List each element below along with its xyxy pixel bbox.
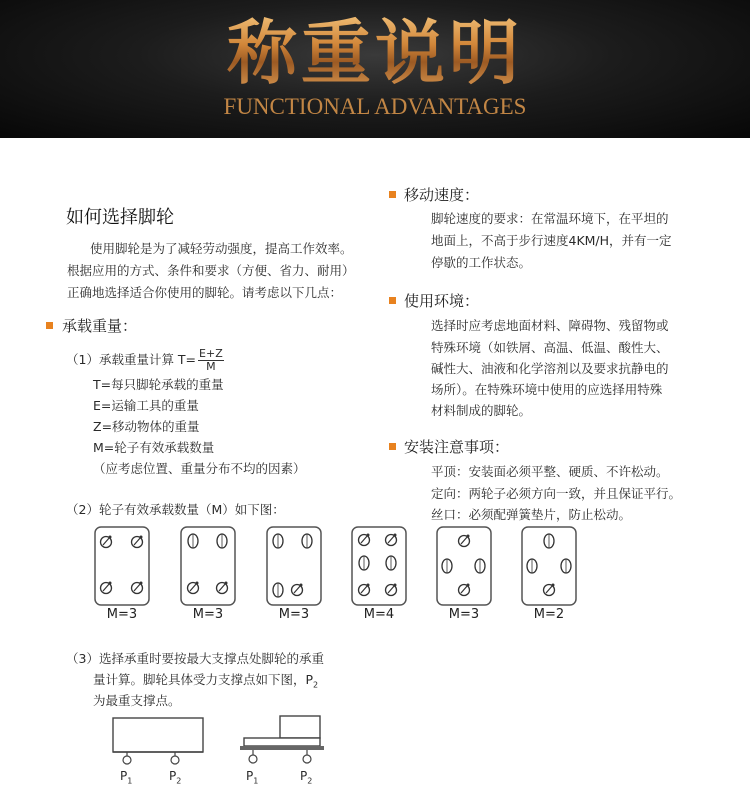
cart-1-wheel-icon — [123, 752, 131, 764]
install-heading: 安装注意事项： — [404, 438, 510, 456]
def-note: （应考虑位置、重量分布不均的因素） — [93, 461, 306, 476]
bullet-icon — [389, 191, 396, 198]
p-letter: P — [300, 769, 308, 783]
env-line-3: 碱性大、油液和化学溶剂以及要求抗静电的 — [431, 361, 669, 376]
cart-2-base — [240, 746, 324, 750]
cart-1-body — [113, 718, 203, 752]
p-subscript: 2 — [176, 776, 182, 786]
cart-1-wheel-icon — [171, 752, 179, 764]
cart-2-deck — [244, 738, 320, 746]
section-title: 如何选择脚轮 — [66, 207, 174, 228]
step3-line-3: 为最重支撑点。 — [93, 693, 181, 708]
p2-label-b — [300, 768, 312, 788]
plate-3 — [267, 527, 321, 605]
def-e: E=运输工具的重量 — [93, 398, 199, 413]
step3-line-2 — [93, 672, 318, 694]
def-m: M=轮子有效承载数量 — [93, 440, 215, 455]
p-letter: P — [120, 769, 128, 783]
cart-2-wheel-icon — [249, 750, 257, 763]
m-label-2: M=3 — [192, 607, 224, 622]
formula-denominator: M — [206, 360, 216, 373]
install-line-2: 定向：两轮子必须方向一致，并且保证平行。 — [431, 486, 682, 501]
cart-2-wheel-icon — [303, 750, 311, 763]
install-line-3: 丝口：必须配弹簧垫片，防止松动。 — [431, 507, 632, 522]
p1-label-a — [120, 768, 132, 788]
p1-label-b — [246, 768, 258, 788]
step3-line-2-text: 量计算。脚轮具体受力支撑点如下图，P — [93, 672, 314, 687]
env-line-4: 场所）。在特殊环境中使用的应选择用特殊 — [431, 382, 663, 397]
step3-line-1: （3）选择承重时要按最大支撑点处脚轮的承重 — [66, 651, 324, 666]
speed-line-3: 停歇的工作状态。 — [431, 255, 532, 270]
m-label-3: M=3 — [278, 607, 310, 622]
step2-text: （2）轮子有效承载数量（M）如下图： — [66, 502, 285, 517]
env-line-5: 材料制成的脚轮。 — [431, 403, 532, 418]
speed-line-2: 地面上，不高于步行速度4KM/H，并有一定 — [431, 233, 672, 248]
env-heading: 使用环境： — [404, 292, 480, 310]
load-heading: 承载重量： — [62, 317, 138, 335]
p-subscript: 1 — [127, 776, 133, 786]
intro-line-1: 使用脚轮是为了减轻劳动强度，提高工作效率。 — [90, 241, 353, 256]
intro-line-2: 根据应用的方式、条件和要求（方便、省力、耐用） — [67, 263, 355, 278]
step3-sub: 2 — [313, 680, 319, 690]
p2-label-a — [169, 768, 181, 788]
install-line-1: 平顶：安装面必须平整、硬质、不许松动。 — [431, 464, 669, 479]
banner-subtitle: FUNCTIONAL ADVANTAGES — [223, 94, 527, 119]
env-line-1: 选择时应考虑地面材料、障碍物、残留物或 — [431, 318, 669, 333]
m-label-1: M=3 — [106, 607, 138, 622]
m-label-6: M=2 — [533, 607, 565, 622]
bullet-icon — [389, 443, 396, 450]
p-subscript: 2 — [307, 776, 313, 786]
p-subscript: 1 — [253, 776, 259, 786]
intro-line-3: 正确地选择适合你使用的脚轮。请考虑以下几点： — [67, 285, 343, 300]
speed-heading: 移动速度： — [404, 186, 480, 204]
def-t: T=每只脚轮承载的重量 — [93, 377, 224, 392]
def-z: Z=移动物体的重量 — [93, 419, 200, 434]
plate-5 — [437, 527, 491, 605]
m-label-4: M=4 — [363, 607, 395, 622]
formula-numerator: E+Z — [199, 347, 223, 360]
m-label-5: M=3 — [448, 607, 480, 622]
bullet-icon — [389, 297, 396, 304]
formula-prefix: （1）承载重量计算 T= — [66, 352, 197, 367]
banner-title: 称重说明 — [0, 8, 750, 98]
p-letter: P — [169, 769, 177, 783]
env-line-2: 特殊环境（如铁屑、高温、低温、酸性大、 — [431, 340, 669, 355]
p-letter: P — [246, 769, 254, 783]
speed-line-1: 脚轮速度的要求：在常温环境下，在平坦的 — [431, 211, 669, 226]
cart-2-load — [280, 716, 320, 738]
